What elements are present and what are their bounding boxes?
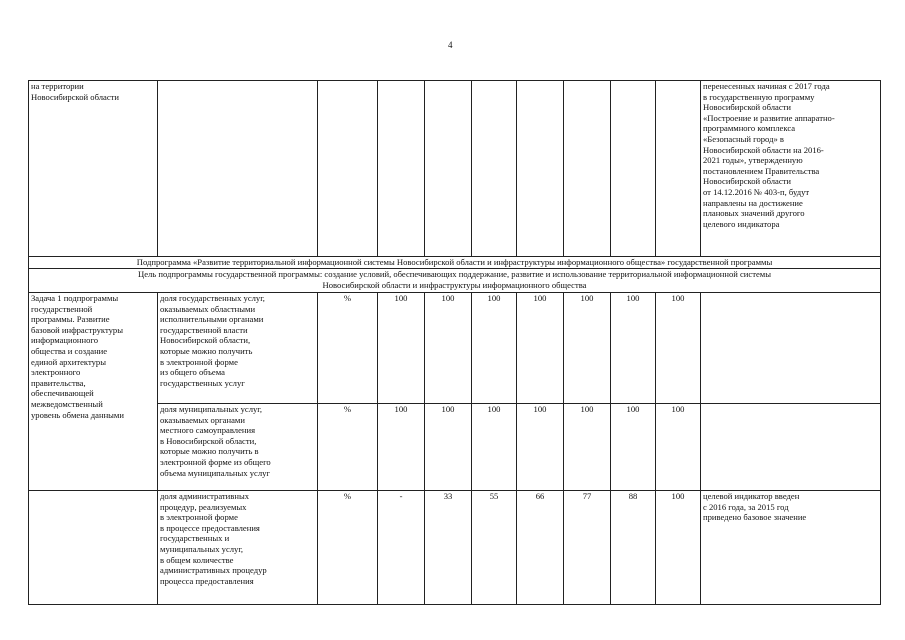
- indicator-note: целевой индикатор введен с 2016 года, за 2015 год приведено базовое значение: [701, 491, 881, 605]
- empty-cell: [517, 81, 564, 257]
- empty-cell: [425, 81, 472, 257]
- indicator-value: 100: [564, 293, 611, 404]
- indicator-value: 100: [378, 404, 425, 491]
- indicator-value: -: [378, 491, 425, 605]
- goal-row: [29, 269, 881, 293]
- goal-title: Цель подпрограммы государственной программы: создание условий, обеспечивающих поддержание, развитие и использование территориальной информационной системы Новосибирской области и инфраструктуры информационного общества: [29, 269, 881, 293]
- subprogram-title: Подпрограмма «Развитие территориальной информационной системы Новосибирской области и инфраструктуры информационного общества» государственной программы: [29, 257, 881, 269]
- empty-cell: [29, 491, 158, 605]
- indicator-unit: %: [318, 404, 378, 491]
- indicator-note: [701, 404, 881, 491]
- indicator-value: 100: [425, 293, 472, 404]
- indicator-value: 100: [378, 293, 425, 404]
- indicator-value: 55: [472, 491, 517, 605]
- indicator-value: 100: [517, 293, 564, 404]
- empty-cell: [472, 81, 517, 257]
- empty-cell: [318, 81, 378, 257]
- empty-cell: [378, 81, 425, 257]
- indicator-value: 100: [425, 404, 472, 491]
- indicator-name: доля государственных услуг, оказываемых областными исполнительными органами государственной власти Новосибирской области, которые можно получить в электронной форме из общего объема государственных услуг: [158, 293, 318, 404]
- indicator-value: 100: [656, 404, 701, 491]
- table-row: [29, 293, 881, 404]
- indicator-unit: %: [318, 293, 378, 404]
- indicator-unit: %: [318, 491, 378, 605]
- indicator-value: 100: [611, 293, 656, 404]
- empty-cell: [656, 81, 701, 257]
- page-number: 4: [448, 40, 453, 50]
- table-row: [29, 491, 881, 605]
- indicator-value: 33: [425, 491, 472, 605]
- territory-cell: на территории Новосибирской области: [29, 81, 158, 257]
- indicator-value: 100: [656, 491, 701, 605]
- indicator-value: 77: [564, 491, 611, 605]
- subprogram-row: [29, 257, 881, 269]
- empty-cell: [611, 81, 656, 257]
- note-cell: перенесенных начиная с 2017 года в государственную программу Новосибирской области «Построение и развитие аппаратно- программного комплекса «Безопасный город» в Новосибирской области на 2016- 2021 годы», утвержденную постановлением Правительства Новосибирской области от 14.12.2016 № 403-п, будут направлены на достижение плановых значений другого целевого индикатора: [701, 81, 881, 257]
- task-cell: Задача 1 подпрограммы государственной программы. Развитие базовой инфраструктуры информационного общества и создание единой архитектуры электронного правительства, обеспечивающей межведомственный уровень обмена данными: [29, 293, 158, 491]
- indicator-value: 100: [564, 404, 611, 491]
- empty-cell: [564, 81, 611, 257]
- indicator-value: 100: [517, 404, 564, 491]
- indicator-value: 100: [472, 404, 517, 491]
- indicator-value: 88: [611, 491, 656, 605]
- indicator-value: 100: [472, 293, 517, 404]
- empty-cell: [158, 81, 318, 257]
- indicator-value: 100: [656, 293, 701, 404]
- indicator-note: [701, 293, 881, 404]
- indicator-name: доля муниципальных услуг, оказываемых органами местного самоуправления в Новосибирской области, которые можно получить в электронной форме из общего объема муниципальных услуг: [158, 404, 318, 491]
- table-row-continued: [29, 81, 881, 257]
- indicator-name: доля административных процедур, реализуемых в электронной форме в процессе предоставления государственных и муниципальных услуг, в общем количестве административных процедур процесса предоставления: [158, 491, 318, 605]
- indicators-table: [28, 80, 881, 605]
- indicator-value: 66: [517, 491, 564, 605]
- indicator-value: 100: [611, 404, 656, 491]
